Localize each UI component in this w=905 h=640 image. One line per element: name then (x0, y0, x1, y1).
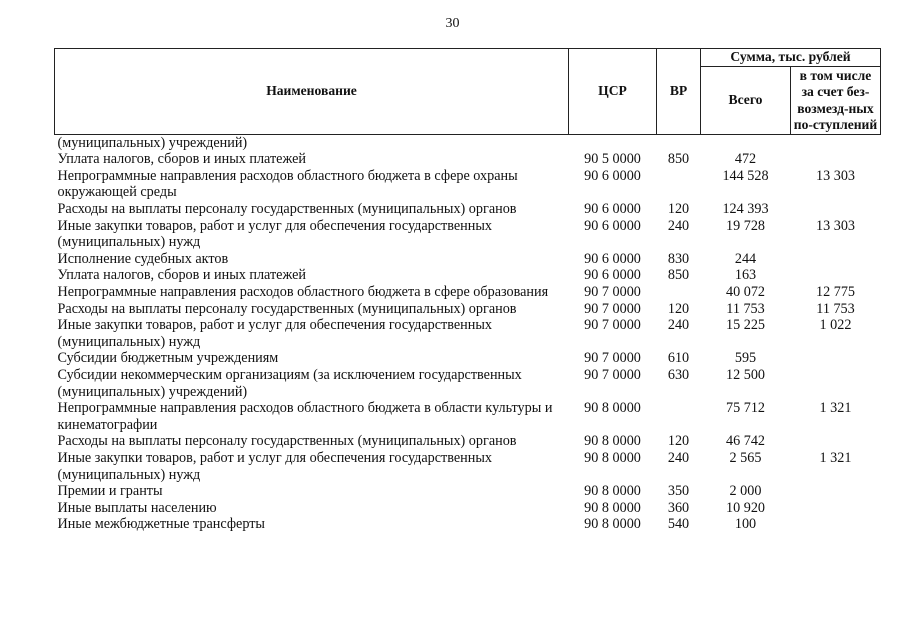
table-row (55, 516, 881, 533)
cell-total: 144 528 (722, 167, 769, 184)
table-row (55, 367, 881, 400)
cell-total (701, 134, 791, 151)
cell-total: 2 000 (729, 483, 762, 500)
table-row (55, 433, 881, 450)
page-number: 30 (445, 16, 460, 31)
table-header (55, 49, 881, 135)
cell-name: Непрограммные направления расходов областного бюджета в сфере охраны окружающей среды (57, 167, 518, 201)
header-name: Наименование (55, 49, 569, 135)
table-row (55, 151, 881, 168)
cell-csr: 90 7 0000 (584, 283, 641, 300)
cell-name: Непрограммные направления расходов областного бюджета в сфере образования (57, 283, 549, 300)
cell-total: 100 (734, 516, 757, 533)
table-row (55, 134, 881, 151)
cell-total: 124 393 (722, 201, 769, 217)
table-row (55, 350, 881, 367)
cell-total: 244 (734, 250, 757, 267)
table-row (55, 500, 881, 517)
cell-gratis: 1 321 (819, 400, 852, 417)
cell-gratis (791, 350, 881, 367)
cell-name: Уплата налогов, сборов и иных платежей (57, 267, 306, 284)
cell-vr: 850 (667, 151, 690, 168)
cell-vr: 120 (667, 201, 690, 217)
cell-gratis (791, 433, 881, 450)
cell-name: Уплата налогов, сборов и иных платежей (57, 151, 306, 168)
cell-csr: 90 5 0000 (584, 151, 641, 168)
table-row (55, 251, 881, 268)
cell-vr (657, 168, 701, 201)
cell-name: Иные выплаты населению (57, 499, 217, 516)
cell-name: Субсидии бюджетным учреждениям (57, 350, 279, 367)
header-gratis: в том числе за счет без-возмезд-ных по-ступлений (791, 67, 881, 135)
cell-csr: 90 6 0000 (584, 250, 641, 267)
cell-vr: 610 (667, 350, 690, 367)
cell-csr: 90 6 0000 (584, 267, 641, 284)
cell-gratis: 13 303 (815, 167, 855, 184)
cell-csr: 90 7 0000 (584, 317, 641, 334)
cell-vr: 350 (667, 483, 690, 500)
cell-vr: 630 (667, 366, 690, 383)
cell-vr (657, 284, 701, 301)
cell-vr: 850 (667, 267, 690, 284)
cell-csr: 90 8 0000 (584, 483, 641, 500)
cell-name: (муниципальных) учреждений) (57, 134, 248, 151)
cell-total: 46 742 (725, 433, 765, 450)
cell-gratis: 1 321 (819, 449, 852, 466)
cell-csr: 90 7 0000 (584, 300, 641, 317)
cell-gratis: 12 775 (815, 283, 855, 300)
cell-name: Расходы на выплаты персоналу государственных (муниципальных) органов (57, 300, 517, 317)
table-row (55, 168, 881, 201)
cell-vr (657, 134, 701, 151)
cell-csr: 90 6 0000 (584, 167, 641, 184)
cell-name: Субсидии некоммерческим организациям (за исключением государственных (муниципальных) учреждений) (57, 366, 522, 400)
cell-total: 19 728 (725, 217, 765, 234)
cell-vr: 830 (667, 250, 690, 267)
cell-csr: 90 8 0000 (584, 400, 641, 417)
cell-csr: 90 7 0000 (584, 350, 641, 367)
cell-total: 2 565 (729, 449, 762, 466)
table-row (55, 317, 881, 350)
cell-gratis (791, 251, 881, 268)
cell-name: Расходы на выплаты персоналу государственных (муниципальных) органов (57, 433, 517, 450)
cell-name: Иные закупки товаров, работ и услуг для обеспечения государственных (муниципальных) нужд (57, 217, 492, 251)
cell-total: 12 500 (725, 366, 765, 383)
table-row (55, 483, 881, 500)
cell-csr: 90 6 0000 (584, 201, 641, 217)
cell-name: Непрограммные направления расходов областного бюджета в области культуры и кинематографии (57, 400, 553, 433)
cell-vr: 360 (667, 499, 690, 516)
cell-total: 10 920 (725, 499, 765, 516)
table-row (55, 267, 881, 284)
cell-name: Иные закупки товаров, работ и услуг для обеспечения государственных (муниципальных) нужд (57, 449, 492, 483)
cell-gratis (791, 267, 881, 284)
cell-gratis: 13 303 (815, 217, 855, 234)
cell-total: 11 753 (726, 300, 765, 317)
cell-vr (657, 400, 701, 433)
cell-gratis (791, 500, 881, 517)
cell-vr: 120 (667, 300, 690, 317)
cell-csr (569, 134, 657, 151)
cell-vr: 240 (667, 317, 690, 334)
cell-name: Премии и гранты (57, 483, 163, 500)
cell-csr: 90 6 0000 (584, 217, 641, 234)
table-row (55, 218, 881, 251)
table-row (55, 301, 881, 318)
table-body (55, 134, 881, 533)
header-csr: ЦСР (569, 49, 657, 135)
cell-total: 163 (734, 267, 757, 284)
cell-csr: 90 8 0000 (584, 433, 641, 450)
table-row (55, 201, 881, 218)
cell-vr: 120 (667, 433, 690, 450)
table-row (55, 284, 881, 301)
cell-vr: 240 (667, 217, 690, 234)
cell-gratis (791, 483, 881, 500)
cell-gratis: 1 022 (819, 317, 852, 334)
table-row (55, 450, 881, 483)
header-total: Всего (701, 67, 791, 135)
cell-vr: 240 (667, 449, 690, 466)
cell-gratis (791, 367, 881, 400)
cell-gratis (791, 134, 881, 151)
cell-csr: 90 8 0000 (584, 516, 641, 533)
table-row (55, 400, 881, 433)
cell-csr: 90 7 0000 (584, 366, 641, 383)
cell-gratis: 11 753 (816, 300, 855, 317)
cell-gratis (791, 201, 881, 218)
cell-gratis (791, 516, 881, 533)
cell-csr: 90 8 0000 (584, 449, 641, 466)
cell-total: 75 712 (725, 400, 765, 417)
cell-csr: 90 8 0000 (584, 499, 641, 516)
cell-total: 472 (734, 151, 757, 168)
cell-name: Расходы на выплаты персоналу государственных (муниципальных) органов (57, 201, 517, 217)
cell-vr: 540 (667, 516, 690, 533)
cell-total: 595 (734, 350, 757, 367)
cell-total: 40 072 (725, 283, 765, 300)
header-sum-group: Сумма, тыс. рублей (701, 49, 881, 67)
cell-total: 15 225 (725, 317, 765, 334)
cell-name: Исполнение судебных актов (57, 250, 229, 267)
cell-name: Иные закупки товаров, работ и услуг для обеспечения государственных (муниципальных) нужд (57, 317, 492, 350)
header-vr: ВР (657, 49, 701, 135)
cell-gratis (791, 151, 881, 168)
cell-name: Иные межбюджетные трансферты (57, 516, 265, 533)
budget-table (54, 48, 881, 533)
